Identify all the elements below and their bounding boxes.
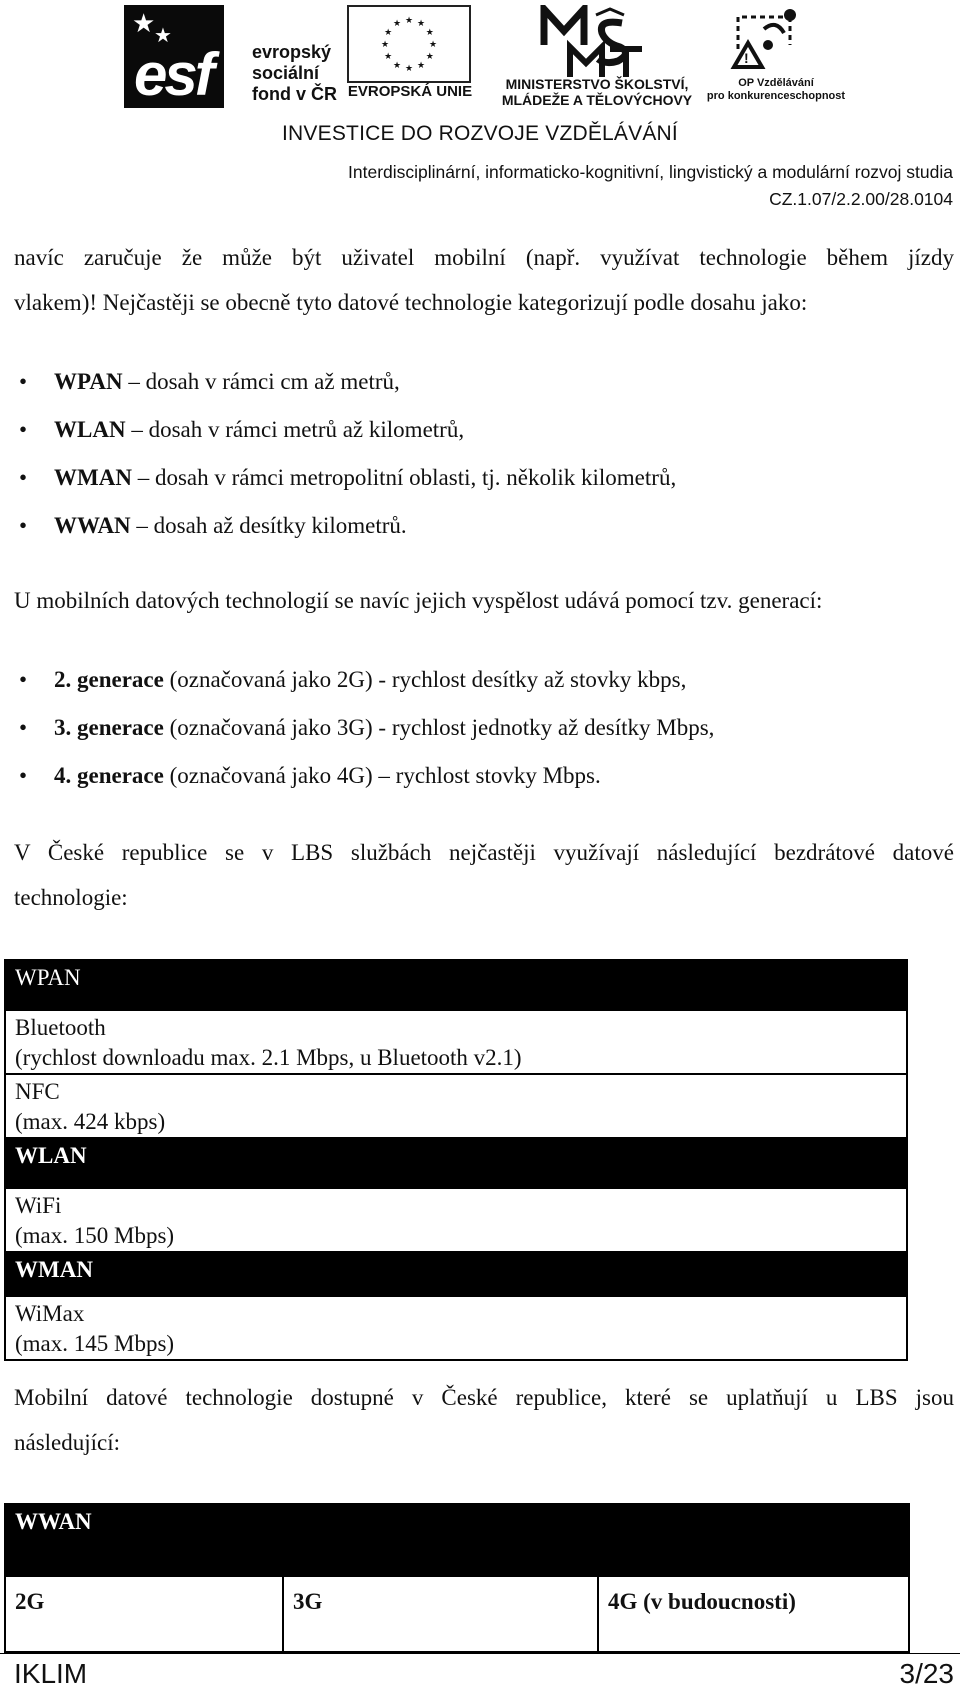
esf-logo bbox=[124, 5, 224, 108]
eu-star-icon: ★ bbox=[425, 51, 434, 61]
project-info bbox=[348, 159, 953, 213]
list-item: • WLAN – dosah v rámci metrů až kilometrů, bbox=[14, 406, 676, 454]
svg-text:!: ! bbox=[744, 50, 749, 66]
table-header-wlan: WLAN bbox=[5, 1138, 907, 1188]
eu-star-icon: ★ bbox=[392, 18, 402, 29]
generations-intro: U mobilních datových technologií se navíc jejich vyspělost udává pomocí tzv. generací: bbox=[14, 588, 823, 613]
range-list bbox=[14, 358, 676, 550]
mobile-intro-line-1: Mobilní datové technologie dostupné v České republice, které se uplatňují u LBS jsou bbox=[14, 1385, 954, 1410]
list-item: • 3. generace (označovaná jako 3G) - rychlost jednotky až desítky Mbps, bbox=[14, 704, 714, 752]
list-item: • WMAN – dosah v rámci metropolitní oblasti, tj. několik kilometrů, bbox=[14, 454, 676, 502]
table-cell-nfc: NFC (max. 424 kbps) bbox=[5, 1074, 907, 1138]
list-item: • 4. generace (označovaná jako 4G) – rychlost stovky Mbps. bbox=[14, 752, 714, 800]
eu-star-icon: ★ bbox=[425, 27, 434, 37]
table-spacer bbox=[5, 1560, 909, 1576]
table-cell-2g: 2G bbox=[5, 1576, 283, 1652]
list-item: • 2. generace (označovaná jako 2G) - rychlost desítky až stovky kbps, bbox=[14, 656, 714, 704]
eu-star-icon: ★ bbox=[404, 63, 414, 73]
bullet-icon: • bbox=[19, 417, 28, 442]
esf-logo-label: evropský sociální fond v ČR bbox=[252, 42, 337, 104]
lbs-intro-line-1: V České republice se v LBS službách nejčastěji využívají následující bezdrátové datové bbox=[14, 840, 954, 865]
table-cell-3g: 3G bbox=[283, 1576, 598, 1652]
eu-star-icon: ★ bbox=[392, 59, 402, 70]
wireless-tech-table bbox=[4, 959, 908, 1361]
table-cell-wimax: WiMax (max. 145 Mbps) bbox=[5, 1296, 907, 1360]
table-cell-wifi: WiFi (max. 150 Mbps) bbox=[5, 1188, 907, 1252]
intro-line-2: vlakem)! Nejčastěji se obecně tyto datové technologie kategorizují podle dosahu jako: bbox=[14, 290, 808, 315]
bullet-icon: • bbox=[19, 667, 28, 692]
bullet-icon: • bbox=[19, 465, 28, 490]
list-item: • WPAN – dosah v rámci cm až metrů, bbox=[14, 358, 676, 406]
page-number: 3/23 bbox=[899, 1658, 954, 1689]
table-cell-4g: 4G (v budoucnosti) bbox=[598, 1576, 909, 1652]
bullet-icon: • bbox=[19, 369, 28, 394]
bullet-icon: • bbox=[19, 763, 28, 788]
mobile-intro-line-2: následující: bbox=[14, 1430, 121, 1455]
table-cell-bluetooth: Bluetooth (rychlost downloadu max. 2.1 Mbps, u Bluetooth v2.1) bbox=[5, 1010, 907, 1074]
bullet-icon: • bbox=[19, 715, 28, 740]
list-item: • WWAN – dosah až desítky kilometrů. bbox=[14, 502, 676, 550]
footer-label: IKLIM bbox=[14, 1658, 88, 1689]
eu-star-icon: ★ bbox=[416, 59, 426, 70]
table-header-wwan: WWAN bbox=[5, 1504, 909, 1560]
eu-label: EVROPSKÁ UNIE bbox=[347, 83, 473, 100]
project-code: CZ.1.07/2.2.00/28.0104 bbox=[769, 189, 953, 209]
star-icon: ★ bbox=[132, 9, 156, 38]
table-header-wman: WMAN bbox=[5, 1252, 907, 1296]
project-name: Interdisciplinární, informaticko-kognitivní, lingvistický a modulární rozvoj studia bbox=[348, 162, 953, 182]
esf-logo-text: esf bbox=[134, 41, 212, 108]
footer-divider bbox=[0, 1653, 960, 1654]
msmt-logo bbox=[540, 5, 646, 80]
eu-star-icon: ★ bbox=[416, 18, 426, 29]
bullet-icon: • bbox=[19, 513, 28, 538]
wwan-table bbox=[4, 1503, 910, 1653]
op-logo bbox=[728, 5, 814, 73]
eu-star-icon: ★ bbox=[384, 27, 393, 37]
eu-star-icon: ★ bbox=[404, 15, 414, 25]
star-icon: ★ bbox=[154, 25, 172, 47]
eu-star-icon: ★ bbox=[384, 51, 393, 61]
table-header-wpan: WPAN bbox=[5, 960, 907, 1010]
investice-banner: INVESTICE DO ROZVOJE VZDĚLÁVÁNÍ bbox=[282, 122, 678, 145]
intro-line-1: navíc zaručuje že může být uživatel mobilní (např. využívat technologie během jízdy bbox=[14, 245, 954, 270]
eu-star-icon: ★ bbox=[380, 39, 390, 49]
eu-star-icon: ★ bbox=[428, 39, 438, 49]
generations-list bbox=[14, 656, 714, 800]
msmt-label: MINISTERSTVO ŠKOLSTVÍ, MLÁDEŽE A TĚLOVÝCHOVY bbox=[501, 76, 693, 108]
op-label: OP Vzdělávání pro konkurenceschopnost bbox=[706, 77, 846, 102]
lbs-intro-line-2: technologie: bbox=[14, 885, 128, 910]
eu-flag-icon bbox=[347, 5, 471, 83]
